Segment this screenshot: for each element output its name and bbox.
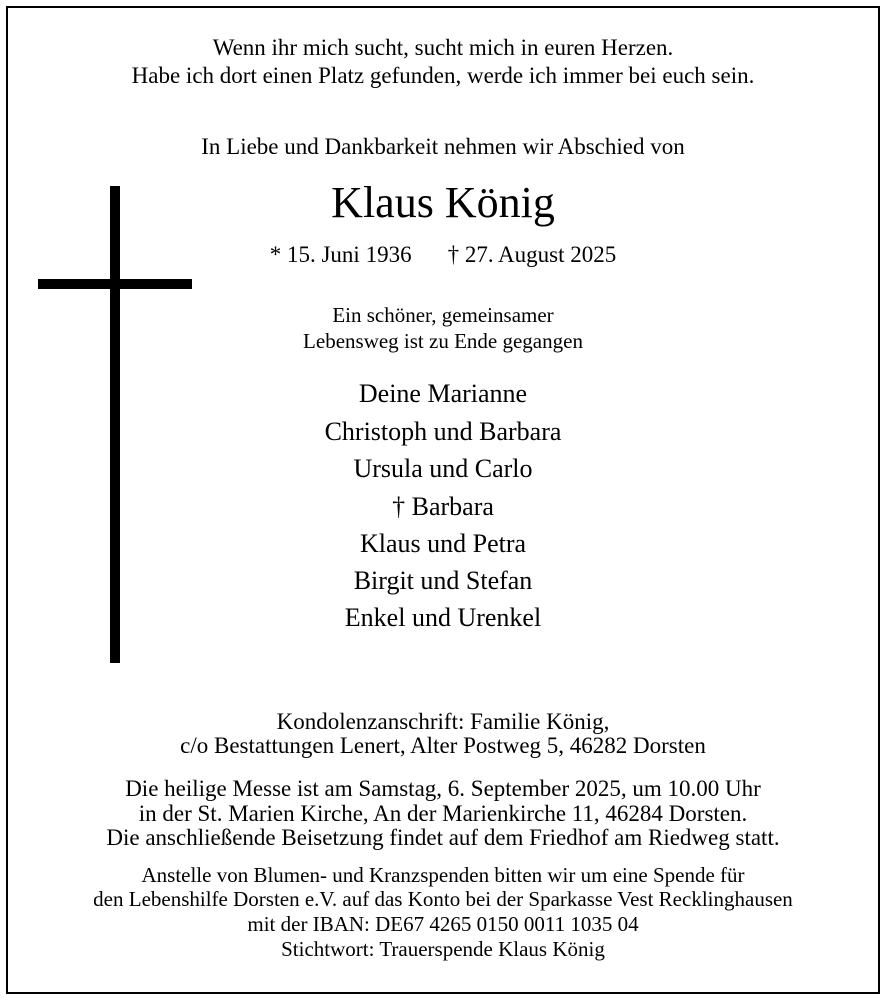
- mourner-item: Deine Marianne: [358, 379, 528, 408]
- donation-line-1: Anstelle von Blumen- und Kranzspenden bitten wir um eine Spende für: [141, 863, 745, 887]
- mass-line-2: in der St. Marien Kirche, An der Marienkirche 11, 46284 Dorsten.: [138, 801, 748, 826]
- mourner-item: † Barbara: [392, 492, 494, 521]
- mourner-item: Enkel und Urenkel: [344, 603, 542, 632]
- cross-horizontal-beam: [38, 279, 192, 289]
- condolence-line-1: Kondolenzanschrift: Familie König,: [276, 709, 610, 734]
- mourner-item: Klaus und Petra: [359, 529, 527, 558]
- mourner-item: Christoph und Barbara: [324, 417, 562, 446]
- condolence-line-2: c/o Bestattungen Lenert, Alter Postweg 5, 46282 Dorsten: [180, 733, 706, 758]
- life-dates: [0, 241, 886, 269]
- deceased-name: Klaus König: [331, 178, 555, 227]
- motto-line-1: Wenn ihr mich sucht, sucht mich in euren Herzen.: [212, 35, 674, 60]
- intro-text: In Liebe und Dankbarkeit nehmen wir Abschied von: [201, 134, 685, 159]
- donation-line-4: Stichtwort: Trauerspende Klaus König: [281, 937, 605, 961]
- mass-line-1: Die heilige Messe ist am Samstag, 6. September 2025, um 10.00 Uhr: [125, 776, 761, 801]
- death-date: † 27. August 2025: [447, 242, 617, 267]
- mourner-item: Birgit und Stefan: [353, 566, 533, 595]
- mass-line-3: Die anschließende Beisetzung findet auf dem Friedhof am Riedweg statt.: [106, 825, 780, 850]
- donation-line-3: mit der IBAN: DE67 4265 0150 0011 1035 04: [247, 912, 639, 936]
- motto-line-2: Habe ich dort einen Platz gefunden, werde ich immer bei euch sein.: [131, 63, 755, 88]
- tribute-line-2: Lebensweg ist zu Ende gegangen: [303, 329, 583, 353]
- donation-line-2: den Lebenshilfe Dorsten e.V. auf das Konto bei der Sparkasse Vest Recklinghausen: [93, 887, 793, 911]
- tribute-line-1: Ein schöner, gemeinsamer: [332, 303, 554, 327]
- birth-date: * 15. Juni 1936: [269, 242, 412, 267]
- mourner-item: Ursula und Carlo: [353, 454, 533, 483]
